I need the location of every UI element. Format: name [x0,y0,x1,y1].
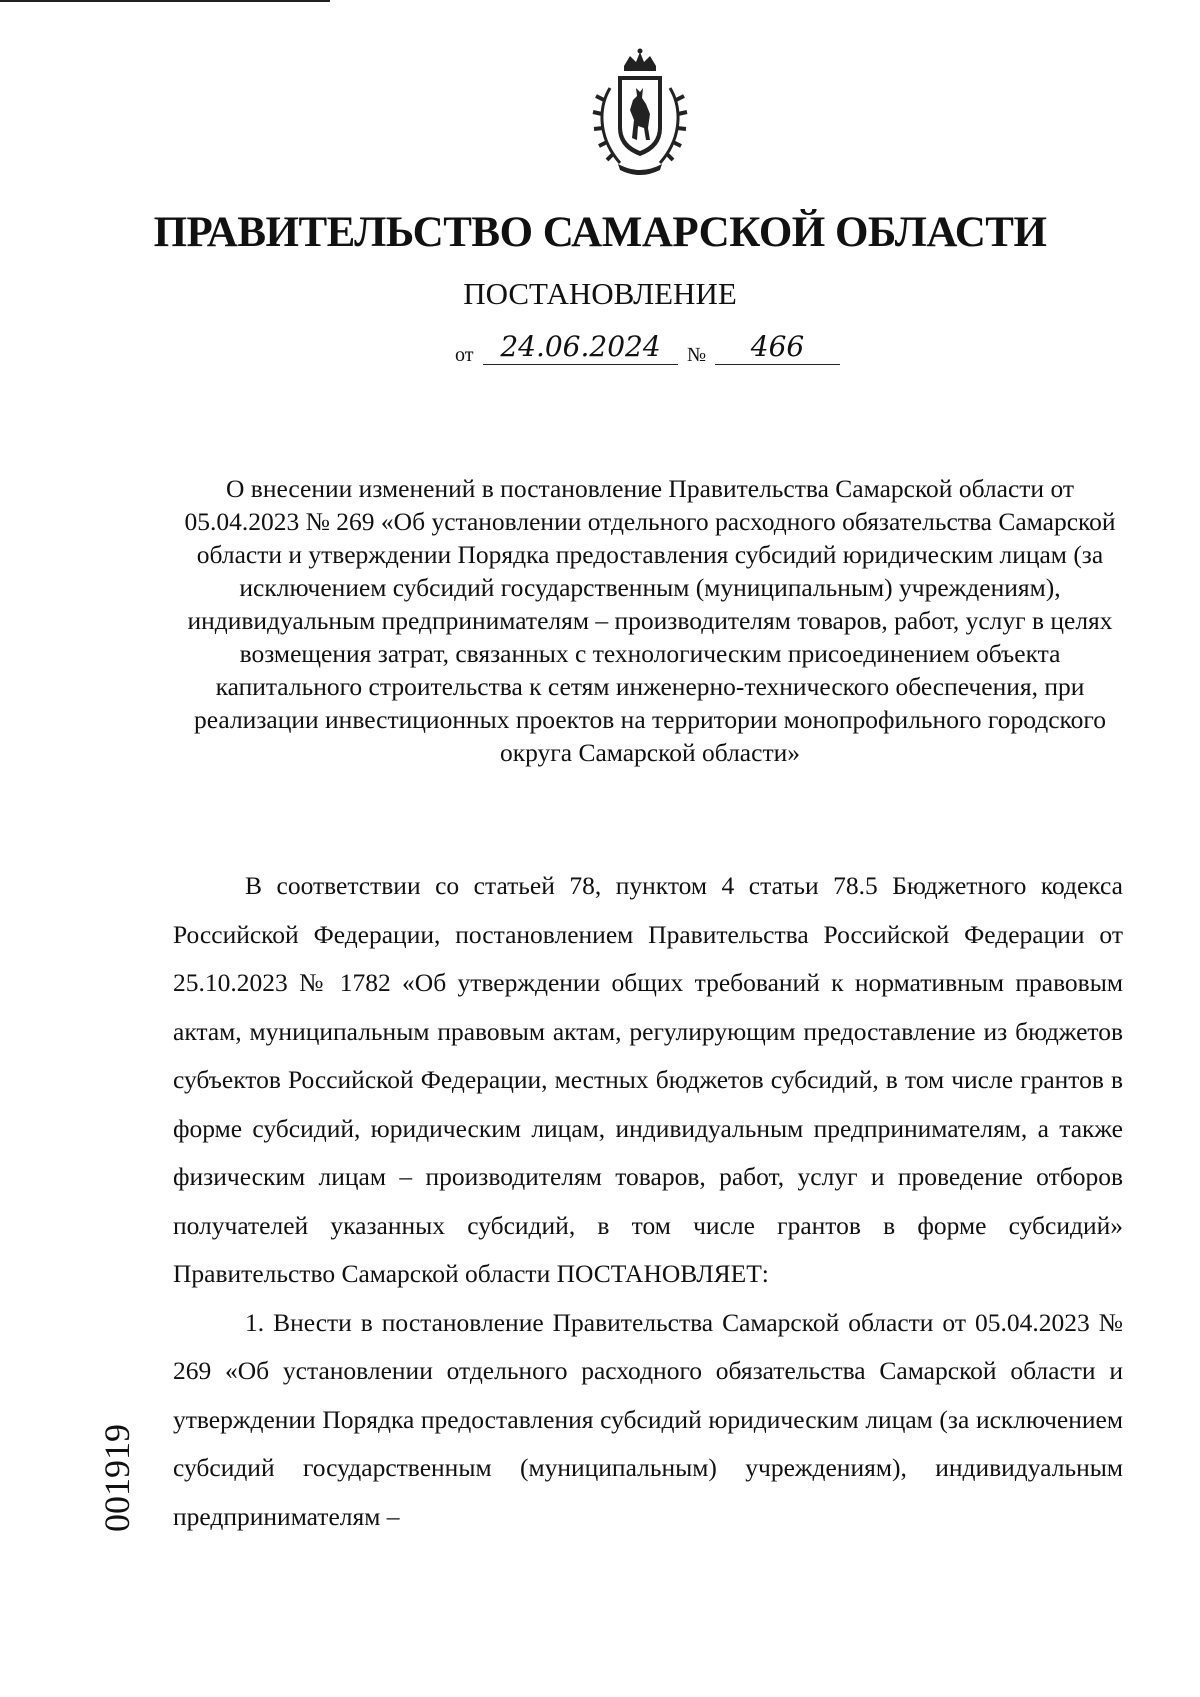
margin-stamp-number: 001919 [97,1424,137,1532]
government-title: ПРАВИТЕЛЬСТВО САМАРСКОЙ ОБЛАСТИ [153,209,1047,256]
samara-coat-of-arms-icon [580,48,700,178]
document-number: 466 [715,330,840,365]
document-date: 24.06.2024 [483,330,678,365]
body-paragraph: 1. Внести в постановление Правительства Самарской области от 05.04.2023 № 269 «Об установлении отдельного расходного обязательства Самарской области и утверждении Порядка предоставления субсидий юридическим лицам (за исключением субсидий государственным (муниципальным) учреждениям), индивидуальным предпринимателям – [173,1307,1123,1531]
document-type: ПОСТАНОВЛЕНИЕ [463,276,737,311]
document-body [173,862,1123,1541]
date-prefix: от [455,344,474,366]
document-subject: О внесении изменений в постановление Правительства Самарской области от 05.04.2023 № 269 «Об установлении отдельного расходного обязательства Самарской области и утверждении Порядка предоставления субсидий юридическим лицам (за исключением субсидий государственным (муниципальным) учреждениям), индивидуальным предпринимателям – производителям товаров, работ, услуг в целях возмещения затрат, связанных с технологическим присоединением объекта капитального строительства к сетям инженерно-технического обеспечения, при реализации инвестиционных проектов на территории монопрофильного городского округа Самарской области» [184,474,1116,767]
top-edge-rule [0,0,330,2]
date-number-line [455,330,845,370]
body-paragraph: В соответствии со статьей 78, пунктом 4 статьи 78.5 Бюджетного кодекса Российской Федерации, постановлением Правительства Российской Федерации от 25.10.2023 № 1782 «Об утверждении общих требований к нормативным правовым актам, муниципальным правовым актам, регулирующим предоставление из бюджетов субъектов Российской Федерации, местных бюджетов субсидий, в том числе грантов в форме субсидий, юридическим лицам, индивидуальным предпринимателям, а также физическим лицам – производителям товаров, работ, услуг и проведение отборов получателей указанных субсидий, в том числе грантов в форме субсидий» Правительство Самарской области ПОСТАНОВЛЯЕТ: [173,871,1123,1288]
number-prefix: № [687,344,707,366]
